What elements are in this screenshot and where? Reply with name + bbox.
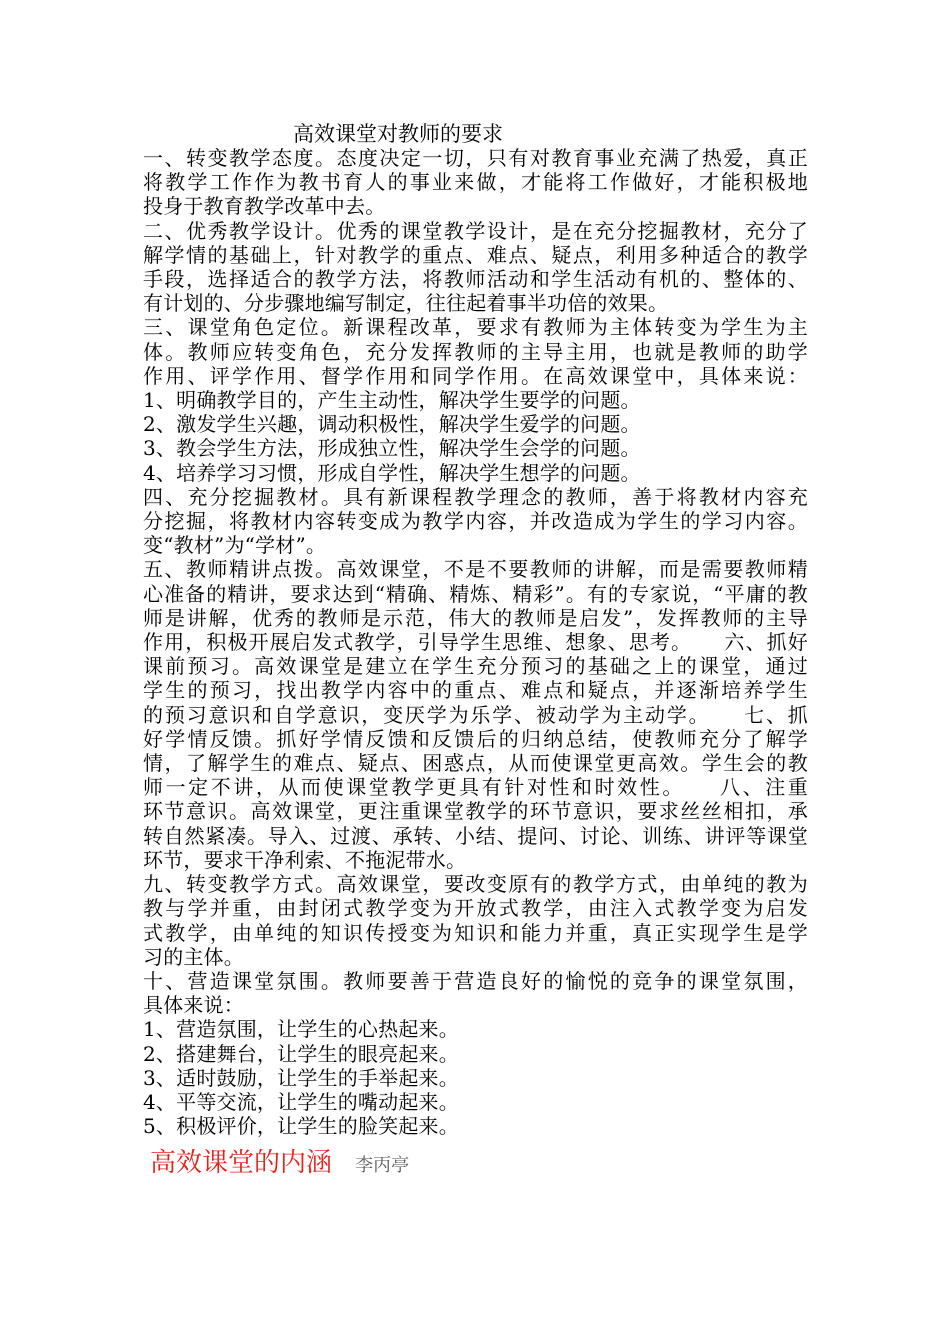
body-text-line: 十、营造课堂氛围。教师要善于营造良好的愉悦的竞争的课堂氛围， <box>143 968 808 993</box>
body-text-line: 5、积极评价，让学生的脸笑起来。 <box>143 1114 459 1139</box>
body-text-line: 习的主体。 <box>143 944 244 969</box>
body-text-line: 一、转变教学态度。态度决定一切，只有对教育事业充满了热爱，真正 <box>143 146 808 170</box>
body-text-line: 情，了解学生的难点、疑点、困惑点，从而使课堂更高效。学生会的教 <box>143 751 808 776</box>
body-text-line: 二、优秀教学设计。优秀的课堂教学设计，是在充分挖掘教材，充分了 <box>143 218 808 243</box>
body-text-line: 变“教材”为“学材”。 <box>143 533 327 558</box>
body-text-line: 分挖掘，将教材内容转变成为教学内容，并改造成为学生的学习内容。 <box>143 509 808 534</box>
body-text-line: 好学情反馈。抓好学情反馈和反馈后的归纳总结，使教师充分了解学 <box>143 726 808 751</box>
body-text-line: 2、搭建舞台，让学生的眼亮起来。 <box>143 1041 459 1066</box>
body-text-line: 手段，选择适合的教学方法，将教师活动和学生活动有机的、整体的、 <box>143 267 808 292</box>
body-text-line: 投身于教育教学改革中去。 <box>143 194 386 219</box>
body-text-line: 环节，要求干净利索、不拖泥带水。 <box>143 847 467 872</box>
body-text-line: 三、课堂角色定位。新课程改革，要求有教师为主体转变为学生为主 <box>143 315 808 340</box>
body-text-line: 1、营造氛围，让学生的心热起来。 <box>143 1017 459 1042</box>
body-text-line: 环节意识。高效课堂，更注重课堂教学的环节意识，要求丝丝相扣，承 <box>143 799 808 824</box>
body-text-line: 心准备的精讲，要求达到“精确、精炼、精彩”。有的专家说，“平庸的教 <box>143 581 808 606</box>
document-body <box>143 146 808 1138</box>
body-text-line: 教与学并重，由封闭式教学变为开放式教学，由注入式教学变为启发 <box>143 896 808 921</box>
body-text-line: 师一定不讲，从而使课堂教学更具有针对性和时效性。 八、注重 <box>143 775 808 800</box>
body-text-line: 体。教师应转变角色，充分发挥教师的主导主用，也就是教师的助学 <box>143 339 808 364</box>
body-text-line: 九、转变教学方式。高效课堂，要改变原有的教学方式，由单纯的教为 <box>143 872 808 897</box>
body-text-line: 1、明确教学目的，产生主动性，解决学生要学的问题。 <box>143 388 641 413</box>
body-text-line: 2、激发学生兴趣，调动积极性，解决学生爱学的问题。 <box>143 412 641 437</box>
document-title: 高效课堂对教师的要求 <box>293 122 503 146</box>
document-page <box>143 122 808 1180</box>
body-text-line: 解学情的基础上，针对教学的重点、难点、疑点，利用多种适合的教学 <box>143 242 808 267</box>
body-text-line: 的预习意识和自学意识，变厌学为乐学、被动学为主动学。 七、抓 <box>143 702 808 727</box>
body-text-line: 五、教师精讲点拨。高效课堂，不是不要教师的讲解，而是需要教师精 <box>143 557 808 582</box>
body-text-line: 有计划的、分步骤地编写制定，往往起着事半功倍的效果。 <box>143 291 669 316</box>
body-text-line: 师是讲解，优秀的教师是示范，伟大的教师是启发”，发挥教师的主导 <box>143 605 808 630</box>
next-article-title: 高效课堂的内涵 <box>150 1148 333 1179</box>
body-text-line: 学生的预习，找出教学内容中的重点、难点和疑点，并逐渐培养学生 <box>143 678 808 703</box>
body-text-line: 3、适时鼓励，让学生的手举起来。 <box>143 1065 459 1090</box>
next-article-header <box>143 1146 808 1180</box>
body-text-line: 转自然紧凑。导入、过渡、承转、小结、提问、讨论、训练、讲评等课堂 <box>143 823 808 848</box>
body-text-line: 课前预习。高效课堂是建立在学生充分预习的基础之上的课堂，通过 <box>143 654 808 679</box>
body-text-line: 作用、评学作用、督学作用和同学作用。在高效课堂中，具体来说： <box>143 363 808 388</box>
body-text-line: 4、平等交流，让学生的嘴动起来。 <box>143 1089 459 1114</box>
body-text-line: 将教学工作作为教书育人的事业来做，才能将工作做好，才能积极地 <box>143 170 808 195</box>
body-text-line: 四、充分挖掘教材。具有新课程教学理念的教师，善于将教材内容充 <box>143 484 808 509</box>
body-text-line: 4、培养学习习惯，形成自学性，解决学生想学的问题。 <box>143 460 641 485</box>
body-text-line: 式教学，由单纯的知识传授变为知识和能力并重，真正实现学生是学 <box>143 920 808 945</box>
body-text-line: 具体来说： <box>143 993 244 1018</box>
body-text-line: 3、教会学生方法，形成独立性，解决学生会学的问题。 <box>143 436 641 461</box>
body-text-line: 作用，积极开展启发式教学，引导学生思维、想象、思考。 六、抓好 <box>143 630 808 655</box>
next-article-author: 李丙亭 <box>355 1155 410 1177</box>
